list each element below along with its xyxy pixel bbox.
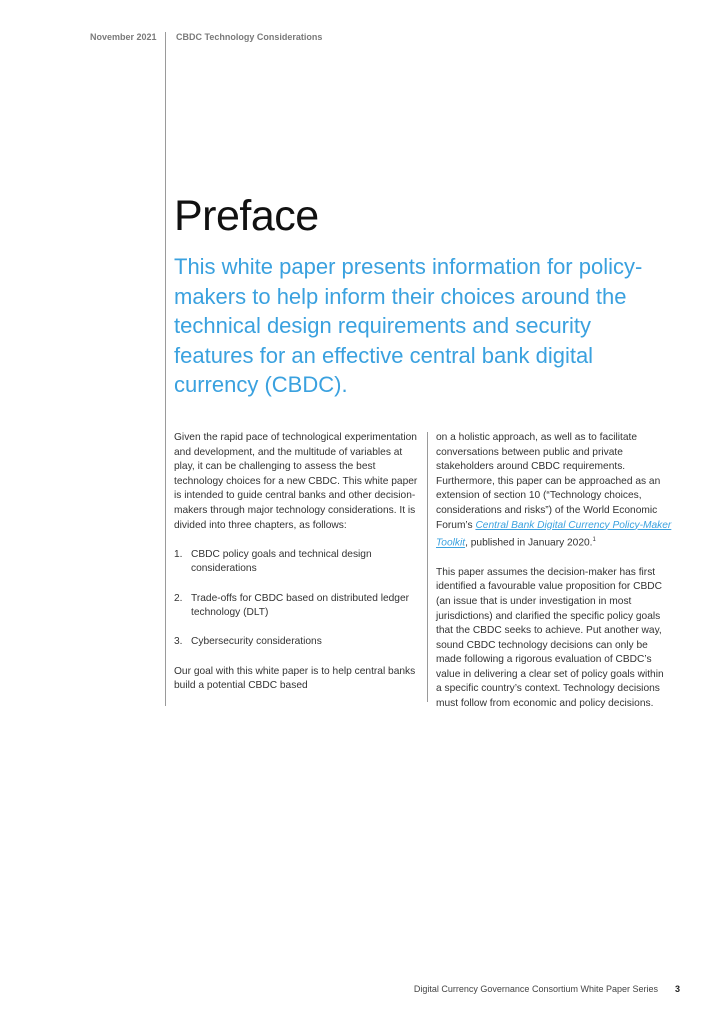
list-item <box>174 635 422 650</box>
header-date: November 2021 <box>90 32 157 42</box>
page-number: 3 <box>675 984 681 994</box>
list-item-text: CBDC policy goals and technical design considerations <box>191 548 372 575</box>
margin-rule <box>165 32 166 706</box>
chapter-list <box>174 548 422 650</box>
list-item-number: 1. <box>174 548 183 560</box>
continuation-text: on a holistic approach, as well as to facilitate conversations between public and private stakeholders around CBDC requirements. Furthermore, this paper can be approached as an extension of section 10 (“Technology choices, considerations and risks”) of the World Economic Forum’s <box>436 432 661 531</box>
header-title: CBDC Technology Considerations <box>176 32 323 42</box>
list-item-text: Cybersecurity considerations <box>191 636 322 648</box>
lede-paragraph: This white paper presents information for policy-makers to help inform their choices around the technical design requirements and security features for an effective central bank digital currency (CBDC). <box>174 254 643 397</box>
column-divider <box>427 432 428 702</box>
footer-series: Digital Currency Governance Consortium White Paper Series <box>413 984 658 994</box>
continuation-paragraph <box>436 431 672 551</box>
continuation-text-end: , published in January 2020. <box>465 537 593 549</box>
page-title: Preface <box>174 192 319 240</box>
list-item-number: 3. <box>174 636 183 648</box>
assumption-paragraph: This paper assumes the decision-maker has first identified a favourable value proposition for CBDC (an issue that is under investigation in most jurisdictions) and clarified the specific policy goals that the CBDC seeks to achieve. Put another way, sound CBDC technology decisions can only be made following a rigorous evaluation of CBDC’s value in delivering a clear set of policy goals within a specific country’s context. Technology decisions must follow from economic and policy decisions. <box>436 566 664 710</box>
footnote-marker[interactable]: 1 <box>592 537 596 544</box>
right-column <box>436 431 672 726</box>
list-item <box>174 592 422 621</box>
intro-paragraph: Given the rapid pace of technological experimentation and development, and the multitude of variables at play, it can be challenging to assess the best technology choices for a new CBDC. This white paper is intended to guide central banks and other decision-makers through major technology considerations. It is divided into three chapters, as follows: <box>174 432 418 531</box>
list-item-text: Trade-offs for CBDC based on distributed ledger technology (DLT) <box>191 592 410 619</box>
closing-paragraph: Our goal with this white paper is to help central banks build a potential CBDC based <box>174 665 416 692</box>
left-column <box>174 431 422 708</box>
list-item-number: 2. <box>174 592 183 604</box>
toolkit-link[interactable]: Central Bank Digital Currency Policy-Maker Toolkit <box>436 519 672 549</box>
list-item <box>174 548 422 577</box>
